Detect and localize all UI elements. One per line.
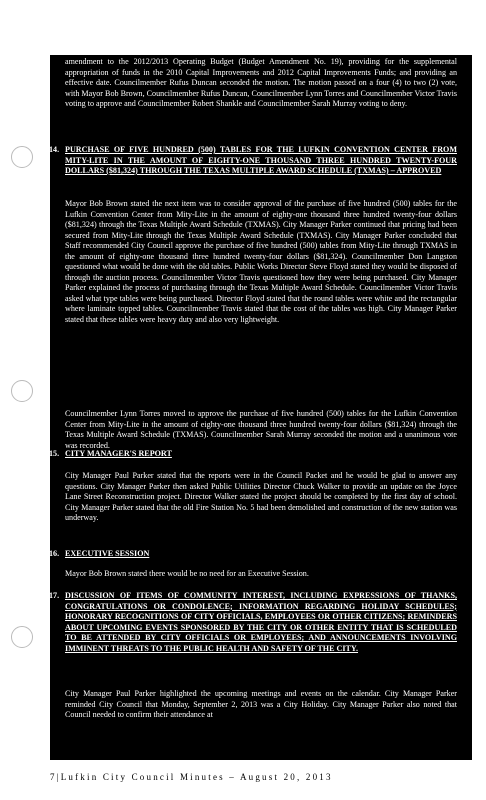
- paragraph-continuation: amendment to the 2012/2013 Operating Budget (Budget Amendment No. 19), providing for the supplemental appropriation of funds in the 2010 Capital Improvements and 2012 Capital Improvements Funds; and providing an effective date. Councilmember Rufus Duncan seconded the motion. The motion passed on a four (4) to two (2) vote, with Mayor Bob Brown, Councilmember Rufus Duncan, Councilmember Lynn Torres and Councilmember Victor Travis voting to approve and Councilmember Robert Shankle and Councilmember Sarah Murray voting to deny.: [65, 57, 457, 108]
- item-heading: PURCHASE OF FIVE HUNDRED (500) TABLES FOR THE LUFKIN CONVENTION CENTER FROM MITY-LITE IN THE AMOUNT OF EIGHTY-ONE THOUSAND THREE HUNDRED TWENTY-FOUR DOLLARS ($81,324) THROUGH THE TEXAS MULTIPLE AWARD SCHEDULE (TXMAS) – APPROVED: [65, 145, 457, 175]
- item-heading: CITY MANAGER'S REPORT: [65, 449, 172, 458]
- item-number: 14.: [49, 145, 60, 154]
- punch-hole: [11, 626, 33, 648]
- paragraph: Councilmember Lynn Torres moved to approve the purchase of five hundred (500) tables for the Lufkin Convention Center from Mity-Lite in the amount of eighty-one thousand three hundred twenty-four dollars ($81,324) through the Texas Multiple Award Schedule (TXMAS). Councilmember Sarah Murray seconded the motion and a unanimous vote was recorded.: [65, 409, 457, 450]
- item-number: 16.: [49, 549, 60, 558]
- item-heading: DISCUSSION OF ITEMS OF COMMUNITY INTEREST, INCLUDING EXPRESSIONS OF THANKS, CONGRATULATIONS OR CONDOLENCE; INFORMATION REGARDING HOLIDAY SCHEDULES; HONORARY RECOGNITIONS OF CITY OFFICIALS, EMPLOYEES OR OTHER CITIZENS; REMINDERS ABOUT UPCOMING EVENTS SPONSORED BY THE CITY OR OTHER ENTITY THAT IS SCHEDULED TO BE ATTENDED BY CITY OFFICIALS OR EMPLOYEES; AND ANNOUNCEMENTS INVOLVING IMMINENT THREATS TO THE PUBLIC HEALTH AND SAFETY OF THE CITY.: [65, 591, 457, 653]
- paragraph: Mayor Bob Brown stated the next item was to consider approval of the purchase of five hundred (500) tables for the Lufkin Convention Center from Mity-Lite in the amount of eighty-one thousand three hundred twenty-four dollars ($81,324) through the Texas Multiple Award Schedule (TXMAS). City Manager Parker continued that pricing had been secured from Mity-Lite through the Texas Multiple Award Schedule (TXMAS). City Manager Parker concluded that Staff recommended City Council approve the purchase of five hundred (500) tables from Mity-Lite through TXMAS in the amount of eighty-one thousand three hundred twenty-four dollars ($81,324). Councilmember Don Langston questioned what would be done with the old tables. Public Works Director Steve Floyd stated they would be disposed of through the auction process. Councilmember Victor Travis questioned how they were being purchased. City Manager Parker explained the process of purchasing through the Texas Multiple Award Schedule. Councilmember Victor Travis asked what type tables were being purchased. Director Floyd stated that the round tables were white and the rectangular where laminate topped tables. Councilmember Travis stated that the cost of the tables was high. City Manager Parker stated that these tables were heavy duty and also very lightweight.: [65, 199, 457, 324]
- paragraph: City Manager Paul Parker stated that the reports were in the Council Packet and he would be glad to answer any questions. City Manager Parker then asked Public Utilities Director Chuck Walker to provide an update on the Joyce Lane Street Reconstruction project. Director Walker stated the project should be completed by the first day of school. City Manager Parker stated that the old Fire Station No. 5 had been demolished and construction of the new station was underway.: [65, 471, 457, 522]
- punch-hole: [11, 146, 33, 168]
- paragraph: Mayor Bob Brown stated there would be no need for an Executive Session.: [65, 569, 309, 578]
- page-footer: 7|Lufkin City Council Minutes – August 20, 2013: [50, 772, 333, 782]
- punch-hole: [11, 380, 33, 402]
- paragraph: City Manager Paul Parker highlighted the upcoming meetings and events on the calendar. City Manager Parker reminded City Council that Monday, September 2, 2013 was a City Holiday. City Manager Parker also noted that Council needed to confirm their attendance at: [65, 689, 457, 719]
- item-number: 15.: [49, 449, 60, 458]
- item-heading: EXECUTIVE SESSION: [65, 549, 150, 558]
- item-number: 17.: [49, 591, 60, 600]
